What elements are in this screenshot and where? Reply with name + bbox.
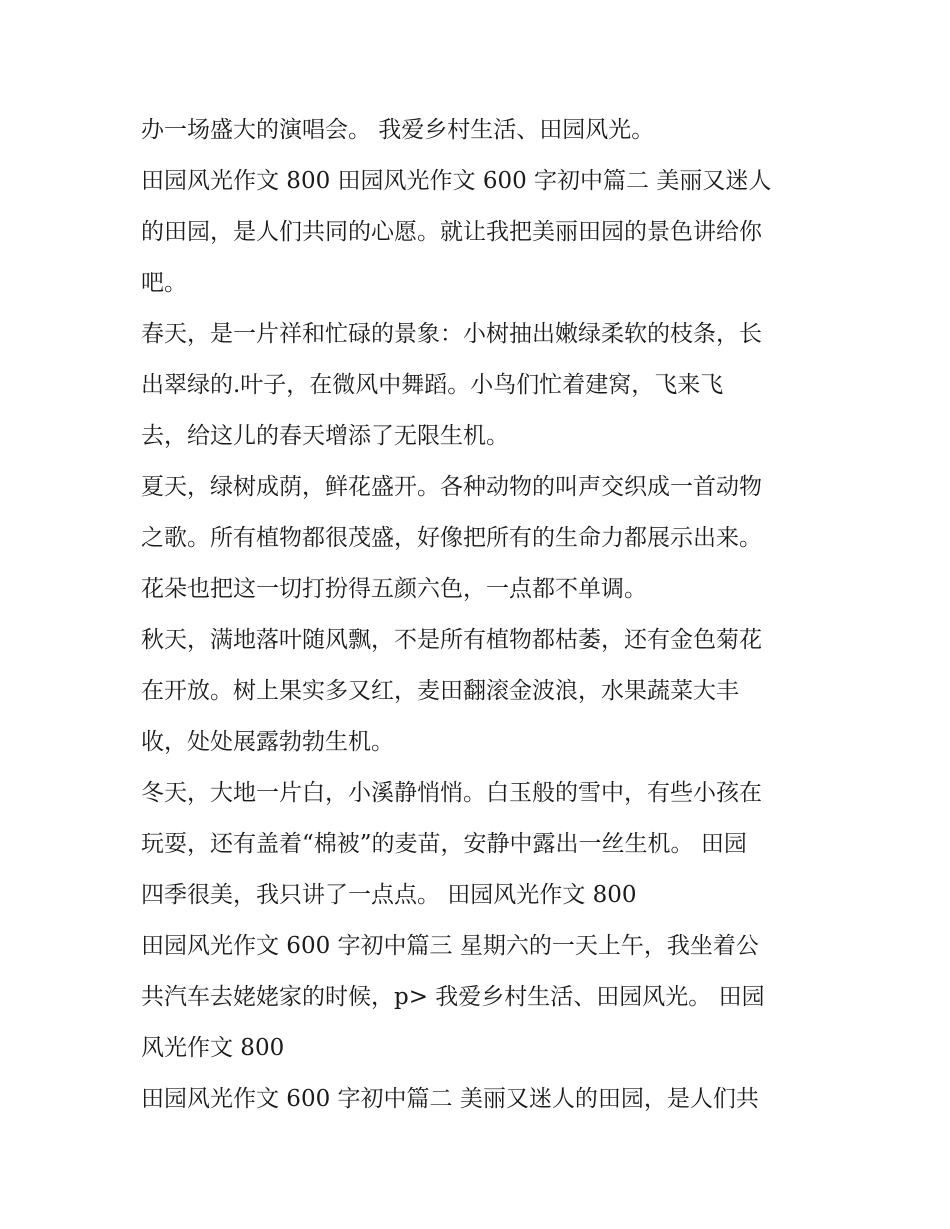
text-line: 收，处处展露勃勃生机。 [141, 729, 394, 755]
text-line: 的田园，是人们共同的心愿。就让我把美丽田园的景色讲给你 [141, 219, 762, 245]
text-line: 田园风光作文 800 田园风光作文 600 字初中篇二 美丽又迷人 [141, 168, 772, 194]
text-line: 夏天，绿树成荫，鲜花盛开。各种动物的叫声交织成一首动物 [141, 474, 762, 500]
text-line: 冬天，大地一片白，小溪静悄悄。白玉般的雪中，有些小孩在 [141, 780, 762, 806]
text-line: 共汽车去姥姥家的时候，p> 我爱乡村生活、田园风光。 田园 [141, 984, 765, 1010]
text-line: 玩耍，还有盖着“棉被”的麦苗，安静中露出一丝生机。 田园 [141, 831, 747, 857]
text-line: 秋天，满地落叶随风飘，不是所有植物都枯萎，还有金色菊花 [141, 627, 762, 653]
text-line: 出翠绿的.叶子，在微风中舞蹈。小鸟们忙着建窝，飞来飞 [141, 372, 724, 398]
text-line: 吧。 [141, 270, 187, 296]
text-line: 春天，是一片祥和忙碌的景象：小树抽出嫩绿柔软的枝条，长 [141, 321, 762, 347]
text-line: 田园风光作文 600 字初中篇三 星期六的一天上午，我坐着公 [141, 933, 759, 959]
text-line: 办一场盛大的演唱会。 我爱乡村生活、田园风光。 [141, 117, 655, 143]
text-line: 之歌。所有植物都很茂盛，好像把所有的生命力都展示出来。 [141, 525, 762, 551]
text-line: 花朵也把这一切打扮得五颜六色，一点都不单调。 [141, 576, 647, 602]
text-line: 风光作文 800 [141, 1035, 285, 1061]
text-line: 田园风光作文 600 字初中篇二 美丽又迷人的田园，是人们共 [141, 1086, 759, 1112]
text-line: 在开放。树上果实多又红，麦田翻滚金波浪，水果蔬菜大丰 [141, 678, 739, 704]
document-body [141, 105, 821, 1125]
text-line: 去，给这儿的春天增添了无限生机。 [141, 423, 509, 449]
text-line: 四季很美，我只讲了一点点。 田园风光作文 800 [141, 882, 637, 908]
